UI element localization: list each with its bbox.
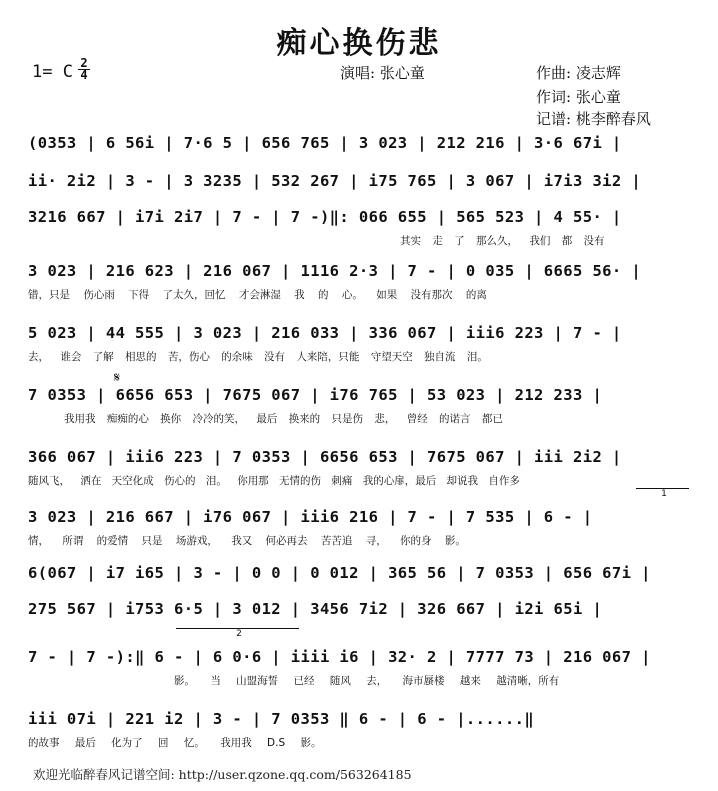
volta-bracket-2: 2: [176, 628, 299, 639]
transcriber-credit: 记谱: 桃李醉春风: [536, 110, 651, 128]
lyric-line: 影。 当 山盟海誓 已经 随风 去， 海市蜃楼 越来 越清晰，所有: [174, 675, 560, 687]
score-row-12: [28, 702, 690, 758]
score-row-5: [28, 316, 690, 372]
notation-line: ii· 2i2 | 3 - | 3 3235 | 532 267 | i75 765 | 3 067 | i7i3 3i2 |: [28, 172, 642, 190]
segno-sign: 𝄋: [114, 370, 121, 386]
lyric-line: 错，只是 伤心雨 下得 了太久，回忆 才会淋湿 我 的 心。 如果 没有那次 的离: [28, 289, 487, 301]
time-signature: [78, 58, 90, 81]
notation-line: 5 023 | 44 555 | 3 023 | 216 033 | 336 067 | iii6 223 | 7 - |: [28, 324, 622, 342]
score-row-3: [28, 200, 690, 256]
score-row-4: [28, 254, 690, 310]
singer-credit: 演唱: 张心童: [340, 64, 425, 82]
lyric-line: 我用我 痴痴的心 换你 冷冷的笑， 最后 换来的 只是伤 悲， 曾经 的诺言 都已: [64, 413, 503, 425]
notation-line: 7 - | 7 -):‖ 6 - | 6 0·6 | iiii i6 | 32· 2 | 7777 73 | 216 067 |: [28, 648, 651, 666]
lyric-line: 去， 谁会 了解 相思的 苦，伤心 的余味 没有 人来陪，只能 守望天空 独自流 泪。: [28, 351, 488, 363]
notation-line: 3 023 | 216 623 | 216 067 | 1116 2·3 | 7 - | 0 035 | 6665 56· |: [28, 262, 642, 280]
lyric-line: 情， 所谓 的爱情 只是 场游戏， 我又 何必再去 苦苦追 寻， 你的身 影。: [28, 535, 466, 547]
notation-line: 366 067 | iii6 223 | 7 0353 | 6656 653 | 7675 067 | iii 2i2 |: [28, 448, 622, 466]
lyric-line: 随风飞， 洒在 天空化成 伤心的 泪。 你用那 无情的伤 刺痛 我的心扉，最后 却说我 自作多: [28, 475, 520, 487]
composer-credit: 作曲: 凌志辉: [536, 64, 621, 82]
notation-line: 6(067 | i7 i65 | 3 - | 0 0 | 0 012 | 365 56 | 7 0353 | 656 67i |: [28, 564, 651, 582]
score-row-6: [28, 370, 690, 434]
song-title: 痴心换伤悲: [276, 26, 442, 61]
notation-line: iii 07i | 221 i2 | 3 - | 7 0353 ‖ 6 - | 6 - |......‖: [28, 710, 535, 728]
key-signature: 1= C: [32, 62, 73, 82]
notation-line: (0353 | 6 56i | 7·6 5 | 656 765 | 3 023 | 212 216 | 3·6 67i |: [28, 134, 622, 152]
time-signature-bottom: 4: [80, 68, 88, 82]
score-row-8: [28, 489, 690, 556]
notation-line: 3216 667 | i7i 2i7 | 7 - | 7 -)‖: 066 655 | 565 523 | 4 55· |: [28, 208, 622, 226]
lyric-line: 的故事 最后 化为了 回 忆。 我用我 D.S 影。: [28, 737, 322, 749]
time-signature-top: 2: [78, 58, 90, 70]
lyric-line: [28, 625, 690, 641]
score-row-7: [28, 440, 690, 496]
footer-note: 欢迎光临醉春风记谱空间: http://user.qzone.qq.com/563264185: [33, 767, 412, 782]
volta-bracket-1: 1: [636, 488, 689, 499]
lyric-line: 其实 走 了 那么久， 我们 都 没有: [400, 235, 605, 247]
score-row-11: [28, 629, 690, 696]
lyricist-credit: 作词: 张心童: [536, 88, 621, 106]
notation-line: 7 0353 | 6656 653 | 7675 067 | i76 765 | 53 023 | 212 233 |: [28, 386, 603, 404]
notation-line: 275 567 | i753 6·5 | 3 012 | 3456 7i2 | 326 667 | i2i 65i |: [28, 600, 603, 618]
notation-line: 3 023 | 216 667 | i76 067 | iii6 216 | 7 - | 7 535 | 6 - |: [28, 508, 593, 526]
